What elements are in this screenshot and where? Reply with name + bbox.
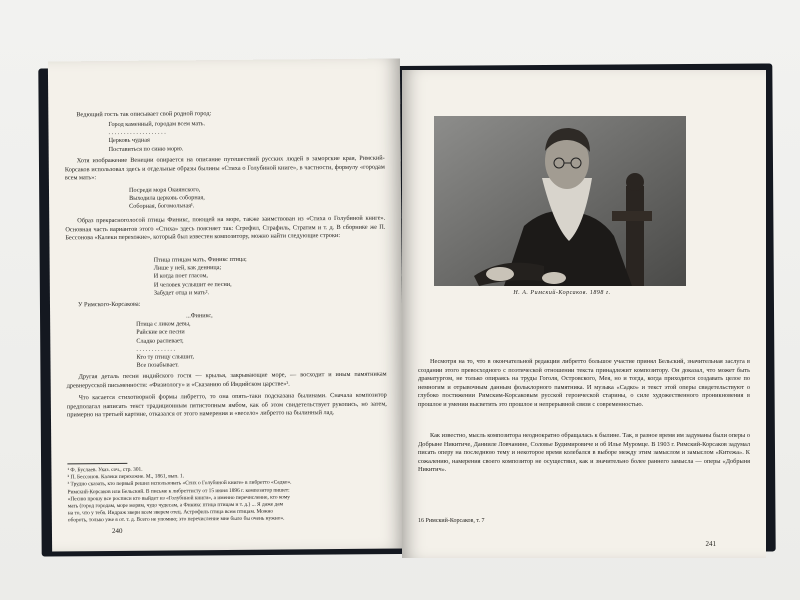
verse-line: Город каменный, городам всем мать. — [108, 120, 206, 129]
left-paragraph-3: У Римского-Корсакова: — [77, 300, 141, 309]
footnote-line: «Песню прошу все росписи кто выйдет из «Голубиной книги», а именно перечисление, кто кому — [67, 494, 291, 503]
footnote-line: на то, что у тебя. Индраж звери всем зверем отец. Астрофиль птица всем птицам. Можно — [67, 508, 274, 517]
verse-line: И когда поет гласом, — [153, 272, 208, 281]
footnote-line: мать (город городам, море морям, чудо чудесам, а Финикс птица птицам и т. д.) ... Я даже дам — [67, 501, 284, 510]
right-page — [402, 70, 766, 558]
verse-line: Райские все песни — [136, 328, 185, 337]
page-number-left: 240 — [111, 526, 123, 536]
left-paragraph-1: Хотя изображение Венеции опирается на описание путешествий русских людей в заморские края, Римский-Корсаков использовал здесь и отдельные образы былины «Стиха о Голубиной книге», в частности, формулу «городам всем мать»: — [64, 154, 385, 182]
signature-line: 16 Римский-Корсаков, т. 7 — [418, 518, 485, 524]
verse-block-4 — [136, 312, 213, 370]
footnote-line: обороть, только уже я от. т. д. Всего не упомню; это перечисление мне было бы очень нужно». — [67, 515, 285, 524]
verse-line: Лише у ней, как денница; — [153, 264, 222, 272]
verse-block-3 — [154, 256, 247, 298]
footnote-line: ¹ Ф. Буслаев. Указ. соч., стр. 301. — [67, 466, 143, 474]
footnote-line: Римский-Корсаков или Бельский. В письме к либреттисту от 15 июня 1896 г. композитор пишет: — [67, 487, 290, 495]
footnote-line: ³ Трудно сказать, кто первый решил использовать «Стих о Голубиной книге» в либретто «Садко». — [67, 479, 292, 488]
portrait-photo — [434, 116, 686, 286]
verse-line: И человек услышит ее песни, — [153, 280, 232, 289]
verse-line: Птица птицам мать, Финикс птица; — [153, 255, 247, 264]
verse-line: Все позабывает. — [136, 361, 179, 370]
verse-line: Забудет отца и мать². — [153, 288, 210, 297]
verse-block-1 — [108, 120, 205, 154]
verse-line: . . . . . . . . . . . . . . . . . . . — [108, 128, 166, 137]
verse-line: Выходила церковь соборная, — [129, 194, 205, 203]
left-page — [48, 58, 404, 551]
verse-line: Поставиться по синю морю. — [108, 144, 184, 153]
page-number-right: 241 — [705, 540, 716, 548]
footnotes — [67, 465, 387, 525]
verse-line: . . . . . . . . . . . . . — [136, 345, 176, 353]
left-paragraph-2: Образ прекрасноголосой птицы Финикс, поющей на море, также заимствован из «Стиха о Голубиной книге». Основная часть вариантов этого «Стиха» здесь поясняет так: Сгрефил, Страфиль, Стратим и т. д. В сборнике же П. Бессонова «Калеки перехожие», который был известен композитору, можно найти следующие строки: — [65, 214, 386, 242]
verse-line: ...Финикс, — [186, 312, 213, 320]
footnote-line: ² П. Бессонов. Калеки перехожие. М., 1861, вып. 1. — [67, 473, 185, 481]
left-intro: Ведющий гость так описывает свой родной город: — [76, 110, 212, 119]
verse-line: Церковь чудная — [108, 137, 150, 145]
verse-line: Сладко распевает, — [136, 336, 184, 345]
footnote-rule — [67, 463, 127, 465]
verse-block-2 — [129, 186, 205, 211]
verse-line: Кто ту птицу слышит, — [136, 353, 195, 361]
left-paragraph-4: Другая деталь песни индийского гостя — крылья, закрывающие море, — восходит и иным памятникам древнерусской письменности: «Физиологу» и «Сказанию об Индийском царстве»³. Что касается стихотворной формы либретто, то она опять-таки подсказана былинами. Сначала композитор предполагал написать текст традиционным пятистопным ямбом, как об этом свидетельствует рукопись, но затем, примерно на третьей картине, отказался от этого намерения и «весело» либретто на былинный лад. — [66, 370, 387, 419]
photo-caption: Н. А. Римский-Корсаков. 1898 г. — [513, 290, 611, 296]
right-paragraph-2: Как известно, мысль композитора неоднократно обращалась к былине. Так, в разное время им задуманы были оперы о Добрыне Никитиче, Данииле Ловчанине, Соловье Будимировиче и об Илье Муромце. В 1903 г. Римский-Корсаков задумал писать оперу на последнюю тему и некоторое время колебался в выборе между этим замыслом и замыслом «Китежа». К сожалению, намерения своего композитор не осуществил, как и значительно более раннего замысла — оперы «Добрыня Никитич». — [418, 432, 750, 474]
verse-line: Соборная, богомольная¹. — [129, 202, 195, 211]
portrait-image — [434, 116, 686, 286]
verse-line: Посреди моря Окиянского, — [128, 186, 201, 194]
right-paragraph-1: Несмотря на то, что в окончательной редакции либретто большое участие принял Бельский, значительная заслуга в создании этого превосходного с поэтической отношении текста принадлежит композитору. Он доказал, что может быть драматургом, не только опираясь на труды Гоголя, Островского, Мея, но и тогда, когда приходится создавать целое по немногим и отрывочным данным фольклорного памятника. И музыка «Садко» и текст этой оперы свидетельствуют о глубоко постижении Римским-Корсаковым русской героической старины, о силе художественного проникновения в прошлое и умении высветить это прошлое и непрерывной связи с современностью. — [418, 358, 750, 408]
verse-line: Птица с ликом девы, — [136, 320, 191, 328]
